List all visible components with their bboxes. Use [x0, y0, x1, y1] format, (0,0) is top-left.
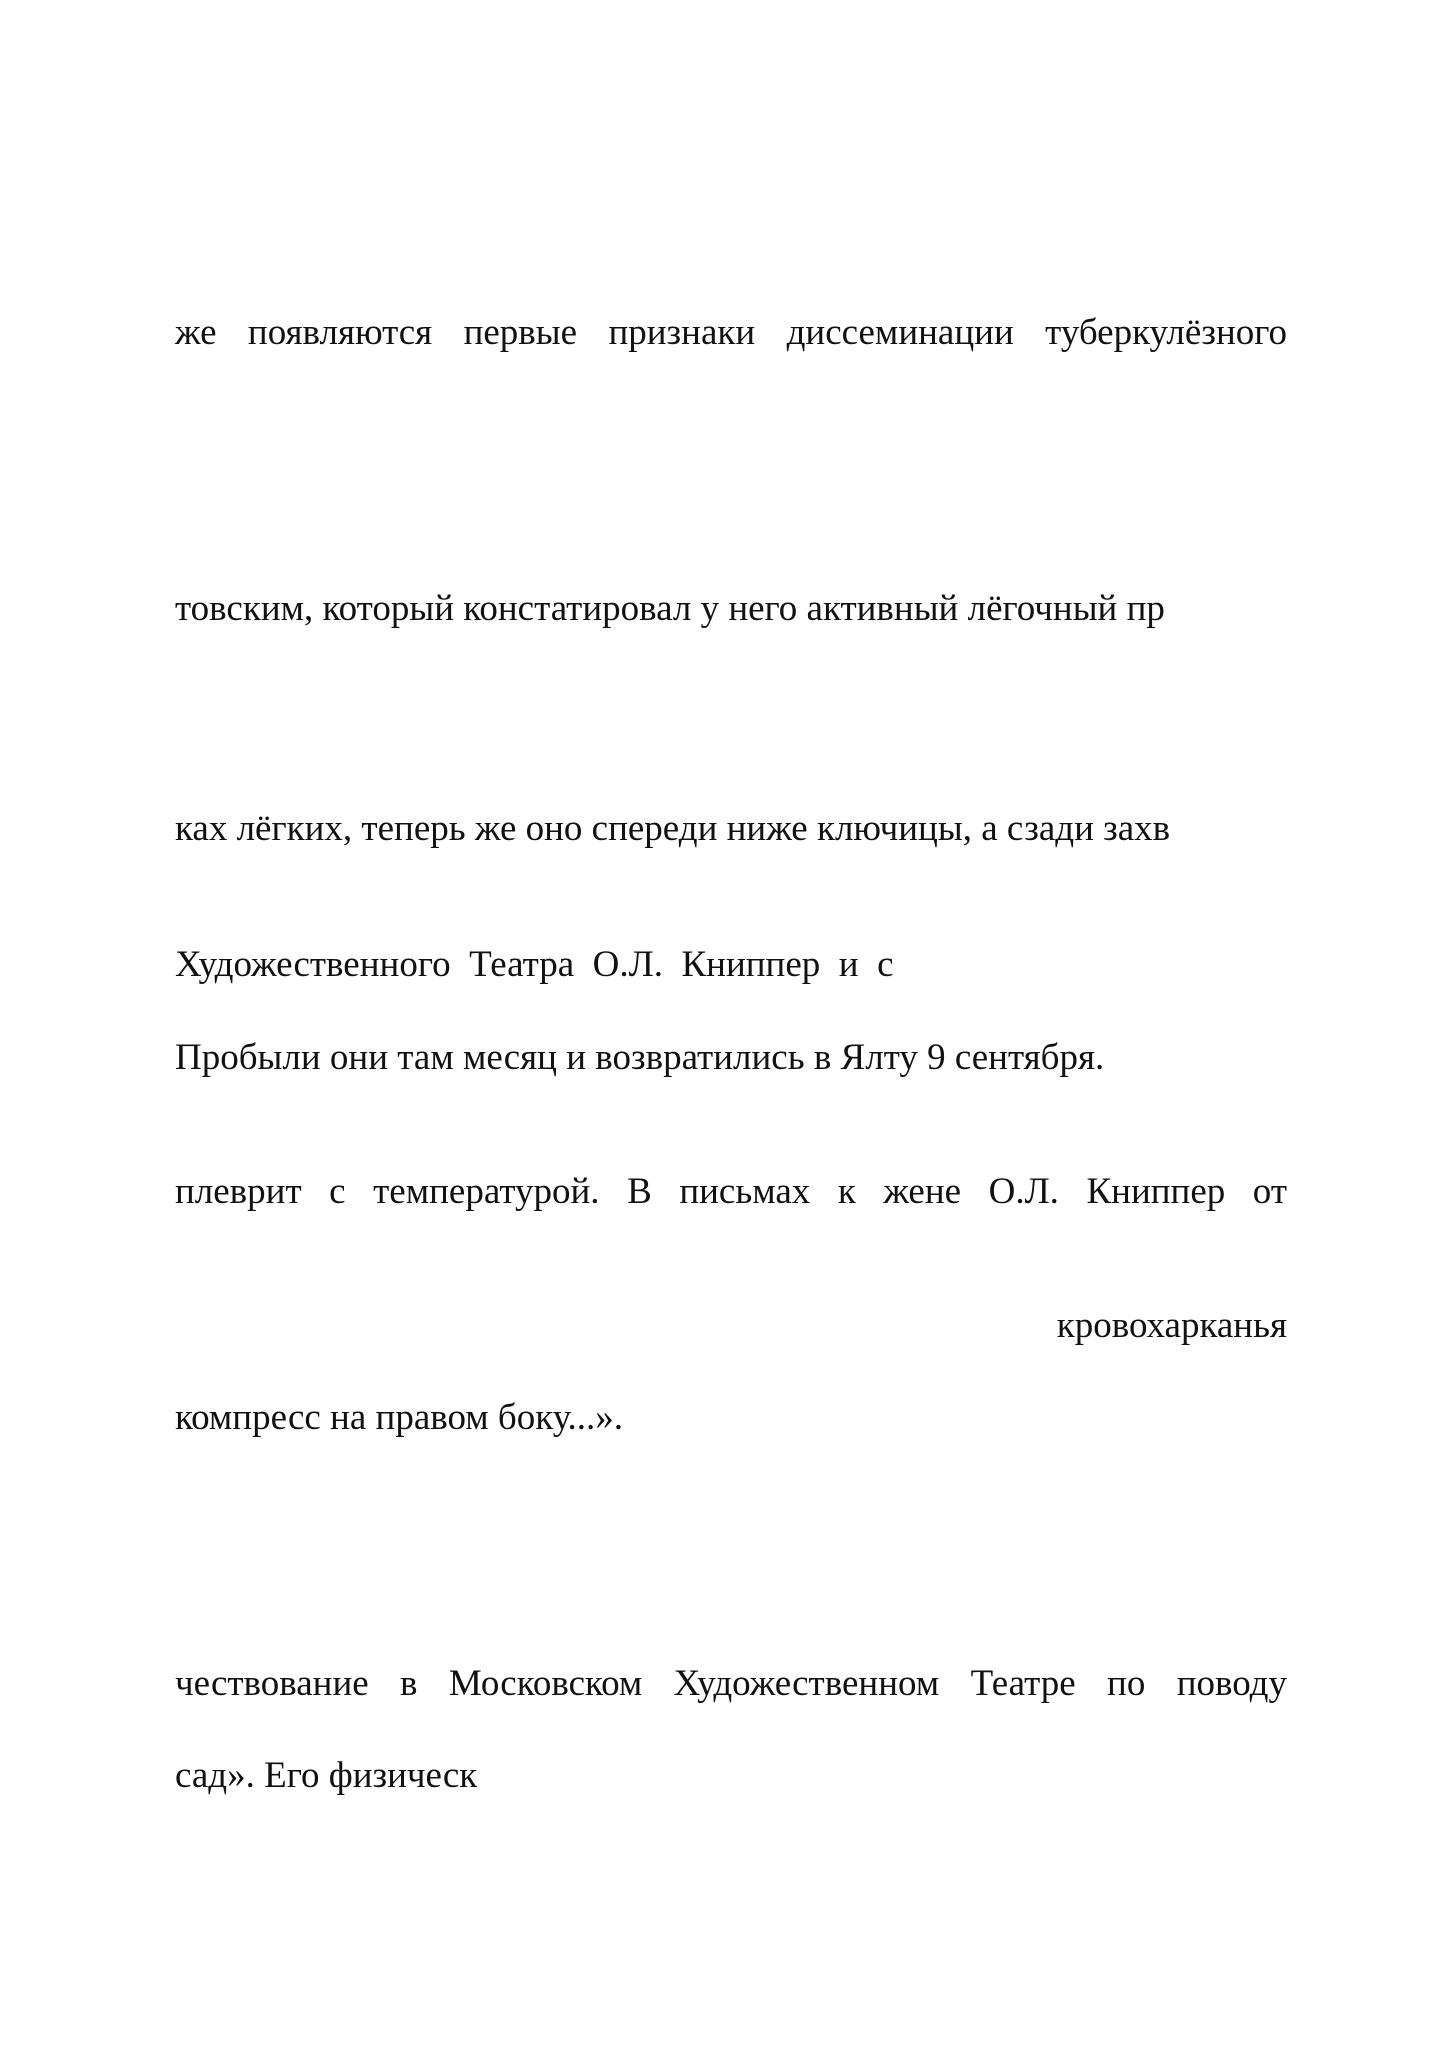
text-line: Художественного Театра О.Л. Книппер и с — [175, 944, 894, 985]
text-line: кровохарканья — [1056, 1305, 1287, 1346]
text-line: товским, который констатировал у него активный лёгочный пр — [175, 588, 1165, 629]
text-line: чествование в Московском Художественном Театре по поводу — [175, 1663, 1287, 1704]
text-line: Пробыли они там месяц и возвратились в Ялту 9 сентября. — [175, 1037, 1105, 1078]
text-line: компресс на правом боку...». — [175, 1397, 623, 1438]
text-line: плеврит с температурой. В письмах к жене О.Л. Книппер от — [175, 1171, 1287, 1212]
text-line: ках лёгких, теперь же оно спереди ниже ключицы, а сзади захв — [175, 808, 1171, 849]
text-line: же появляются первые признаки диссеминации туберкулёзного — [175, 312, 1287, 353]
text-line: сад». Его физическ — [175, 1755, 478, 1796]
